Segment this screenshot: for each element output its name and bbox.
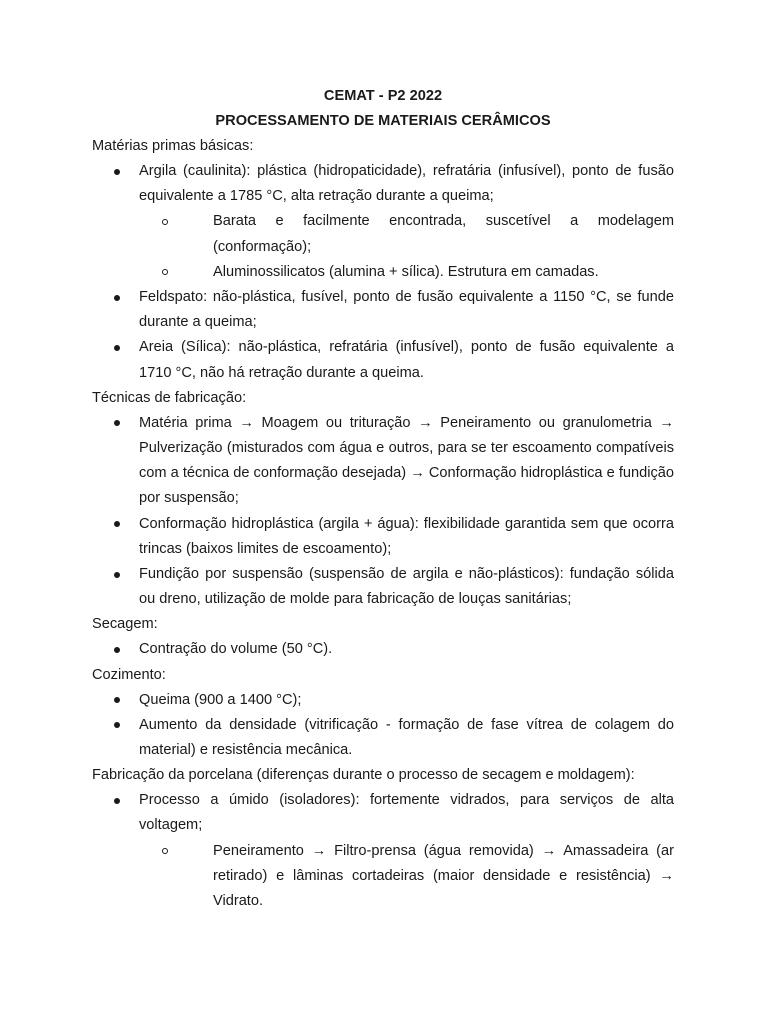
list-item-text: Argila (caulinita): plástica (hidropaticidade), refratária (infusível), ponto de fusão equivalente a 1785 °C, alta retração durante a queima; [139,163,674,205]
section-heading: Matérias primas básicas: [92,138,254,154]
list-item [92,688,674,713]
bullet-dot-icon [114,335,120,360]
bullet-list [92,159,674,386]
sub-list-item [92,260,674,285]
list-item [92,159,674,209]
bullet-circle-icon [162,260,168,285]
list-item-text: Matéria prima → Moagem ou trituração → Peneiramento ou granulometria → Pulverização (misturados com água e outros, para se ter escoamento compatíveis com a técnica de conformação desejada) → Conformação hidroplástica e fundição por suspensão; [139,414,674,507]
bullet-list [92,788,674,914]
bullet-list [92,637,674,662]
sub-list-item [92,209,674,259]
document-title: CEMAT - P2 2022 [323,88,443,104]
list-item-text: Areia (Sílica): não-plástica, refratária (infusível), ponto de fusão equivalente a 1710 °C, não há retração durante a queima. [139,339,674,381]
bullet-dot-icon [114,688,120,713]
sub-list-item [92,839,674,915]
document-subtitle: PROCESSAMENTO DE MATERIAIS CERÂMICOS [215,113,551,129]
bullet-list [92,688,674,764]
sub-list-item-text: Peneiramento → Filtro-prensa (água removida) → Amassadeira (ar retirado) e lâminas cortadeiras (maior densidade e resistência) → Vidrato. [213,842,674,910]
list-item [92,637,674,662]
bullet-dot-icon [114,512,120,537]
list-item-text: Queima (900 a 1400 °C); [139,691,302,708]
list-item-text: Contração do volume (50 °C). [139,641,333,658]
section-heading: Técnicas de fabricação: [92,389,247,406]
list-item-text: Conformação hidroplástica (argila + água): flexibilidade garantida sem que ocorra trincas (baixos limites de escoamento); [139,515,674,557]
list-item-text: Aumento da densidade (vitrificação - formação de fase vítrea de colagem do material) e resistência mecânica. [139,716,674,759]
bullet-dot-icon [114,788,120,813]
list-item-text: Processo a úmido (isoladores): fortemente vidrados, para serviços de alta voltagem; [139,792,674,834]
bullet-dot-icon [114,637,120,662]
section-heading: Cozimento: [92,666,166,683]
sub-list-item-text: Barata e facilmente encontrada, suscetível a modelagem (conformação); [213,213,674,255]
list-item [92,713,674,763]
section-heading: Fabricação da porcelana (diferenças durante o processo de secagem e moldagem): [92,767,635,784]
bullet-dot-icon [114,411,120,436]
list-item [92,411,674,512]
bullet-dot-icon [114,285,120,310]
bullet-circle-icon [162,209,168,234]
document-page [92,84,674,914]
list-item [92,562,674,612]
bullet-dot-icon [114,713,120,738]
bullet-circle-icon [162,839,168,864]
list-item-text: Feldspato: não-plástica, fusível, ponto de fusão equivalente a 1150 °C, se funde durante a queima; [139,289,674,331]
list-item [92,335,674,385]
bullet-dot-icon [114,159,120,184]
bullet-dot-icon [114,562,120,587]
list-item [92,285,674,335]
section-heading: Secagem: [92,616,158,633]
document-body [92,134,674,914]
list-item [92,512,674,562]
list-item-text: Fundição por suspensão (suspensão de argila e não-plásticos): fundação sólida ou dreno, utilização de molde para fabricação de louças sanitárias; [139,566,674,608]
bullet-list [92,411,674,613]
sub-list-item-text: Aluminossilicatos (alumina + sílica). Estrutura em camadas. [213,263,599,280]
list-item [92,788,674,838]
